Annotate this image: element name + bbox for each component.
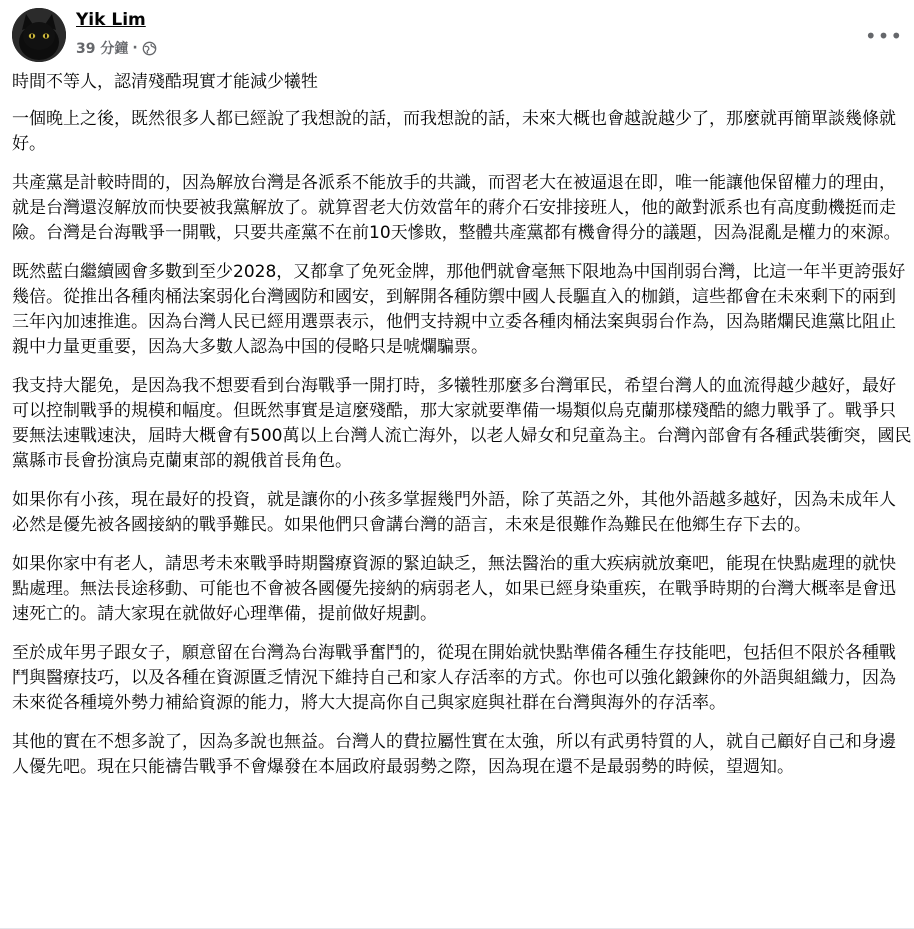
author-name[interactable]: Yik Lim — [76, 10, 146, 30]
avatar[interactable] — [12, 8, 66, 62]
post-time[interactable]: 39 分鐘 — [76, 41, 129, 57]
post-paragraph: 如果你有小孩，現在最好的投資，就是讓你的小孩多掌握幾門外語，除了英語之外，其他外語越多越好，因為未成年人必然是優先被各國接納的戰爭難民。如果他們只會講台灣的語言，未來是很難作為難民在他鄉生存下去的。 — [12, 490, 896, 535]
post-paragraph: 既然藍白繼續國會多數到至少2028，又都拿了免死金牌，那他們就會毫無下限地為中国削弱台灣，比這一年半更誇張好幾倍。從推出各種肉桶法案弱化台灣國防和國安，到解開各種防禦中國人長驅直入的枷鎖，這些都會在未來剩下的兩到三年內加速推進。因為台灣人民已經用選票表示，他們支持親中立委各種肉桶法案與弱台作為，因為賭爛民進黨比阻止親中力量更重要，因為大多數人認為中国的侵略只是唬爛騙票。 — [12, 262, 906, 357]
post-paragraph: 如果你家中有老人，請思考未來戰爭時期醫療資源的緊迫缺乏，無法醫治的重大疾病就放棄吧，能現在快點處理的就快點處理。無法長途移動、可能也不會被各國優先接納的病弱老人，如果已經身染重疾，在戰爭時期的台灣大概率是會迅速死亡的。請大家現在就做好心理準備，提前做好規劃。 — [12, 554, 896, 624]
post-paragraph: 至於成年男子跟女子，願意留在台灣為台海戰爭奮鬥的，從現在開始就快點準備各種生存技能吧，包括但不限於各種戰鬥與醫療技巧，以及各種在資源匱乏情況下維持自己和家人存活率的方式。你也可以強化鍛鍊你的外語與組織力，因為未來從各種境外勢力補給資源的能力，將大大提高你自己與家庭與社群在台灣與海外的存活率。 — [12, 643, 896, 713]
post-paragraph: 一個晚上之後，既然很多人都已經說了我想說的話，而我想說的話，未來大概也會越說越少了，那麼就再簡單談幾條就好。 — [12, 109, 896, 154]
globe-icon[interactable] — [142, 41, 157, 56]
post-paragraph: 其他的實在不想多說了，因為多說也無益。台灣人的費拉屬性實在太強，所以有武勇特質的人，就自己顧好自己和身邊人優先吧。現在只能禱告戰爭不會爆發在本屆政府最弱勢之際，因為現在還不是最弱勢的時候，望週知。 — [12, 732, 896, 777]
meta-separator: · — [132, 40, 138, 56]
post-paragraph: 共產黨是計較時間的，因為解放台灣是各派系不能放手的共識，而習老大在被逼退在即，唯一能讓他保留權力的理由，就是台灣還沒解放而快要被我黨解放了。就算習老大仿效當年的蔣介石安排接班人，他的敵對派系也有高度動機挺而走險。台灣是台海戰爭一開戰，只要共產黨不在前10天慘敗，整體共產黨都有機會得分的議題，因為混亂是權力的來源。 — [12, 173, 901, 243]
post-meta — [76, 38, 157, 58]
more-options-icon[interactable]: ••• — [864, 24, 904, 48]
post-paragraph: 時間不等人，認清殘酷現實才能減少犧牲 — [12, 72, 318, 92]
post-header — [12, 8, 902, 64]
post-body — [12, 70, 912, 794]
black-cat-avatar-icon — [12, 8, 66, 62]
post-paragraph: 我支持大罷免，是因為我不想要看到台海戰爭一開打時，多犧牲那麼多台灣軍民，希望台灣人的血流得越少越好，最好可以控制戰爭的規模和幅度。但既然事實是這麼殘酷，那大家就要準備一場類似烏克蘭那樣殘酷的總力戰爭了。戰爭只要無法速戰速決，屆時大概會有500萬以上台灣人流亡海外，以老人婦女和兒童為主。台灣內部會有各種武裝衝突，國民黨縣市長會扮演烏克蘭東部的親俄首長角色。 — [12, 376, 912, 471]
